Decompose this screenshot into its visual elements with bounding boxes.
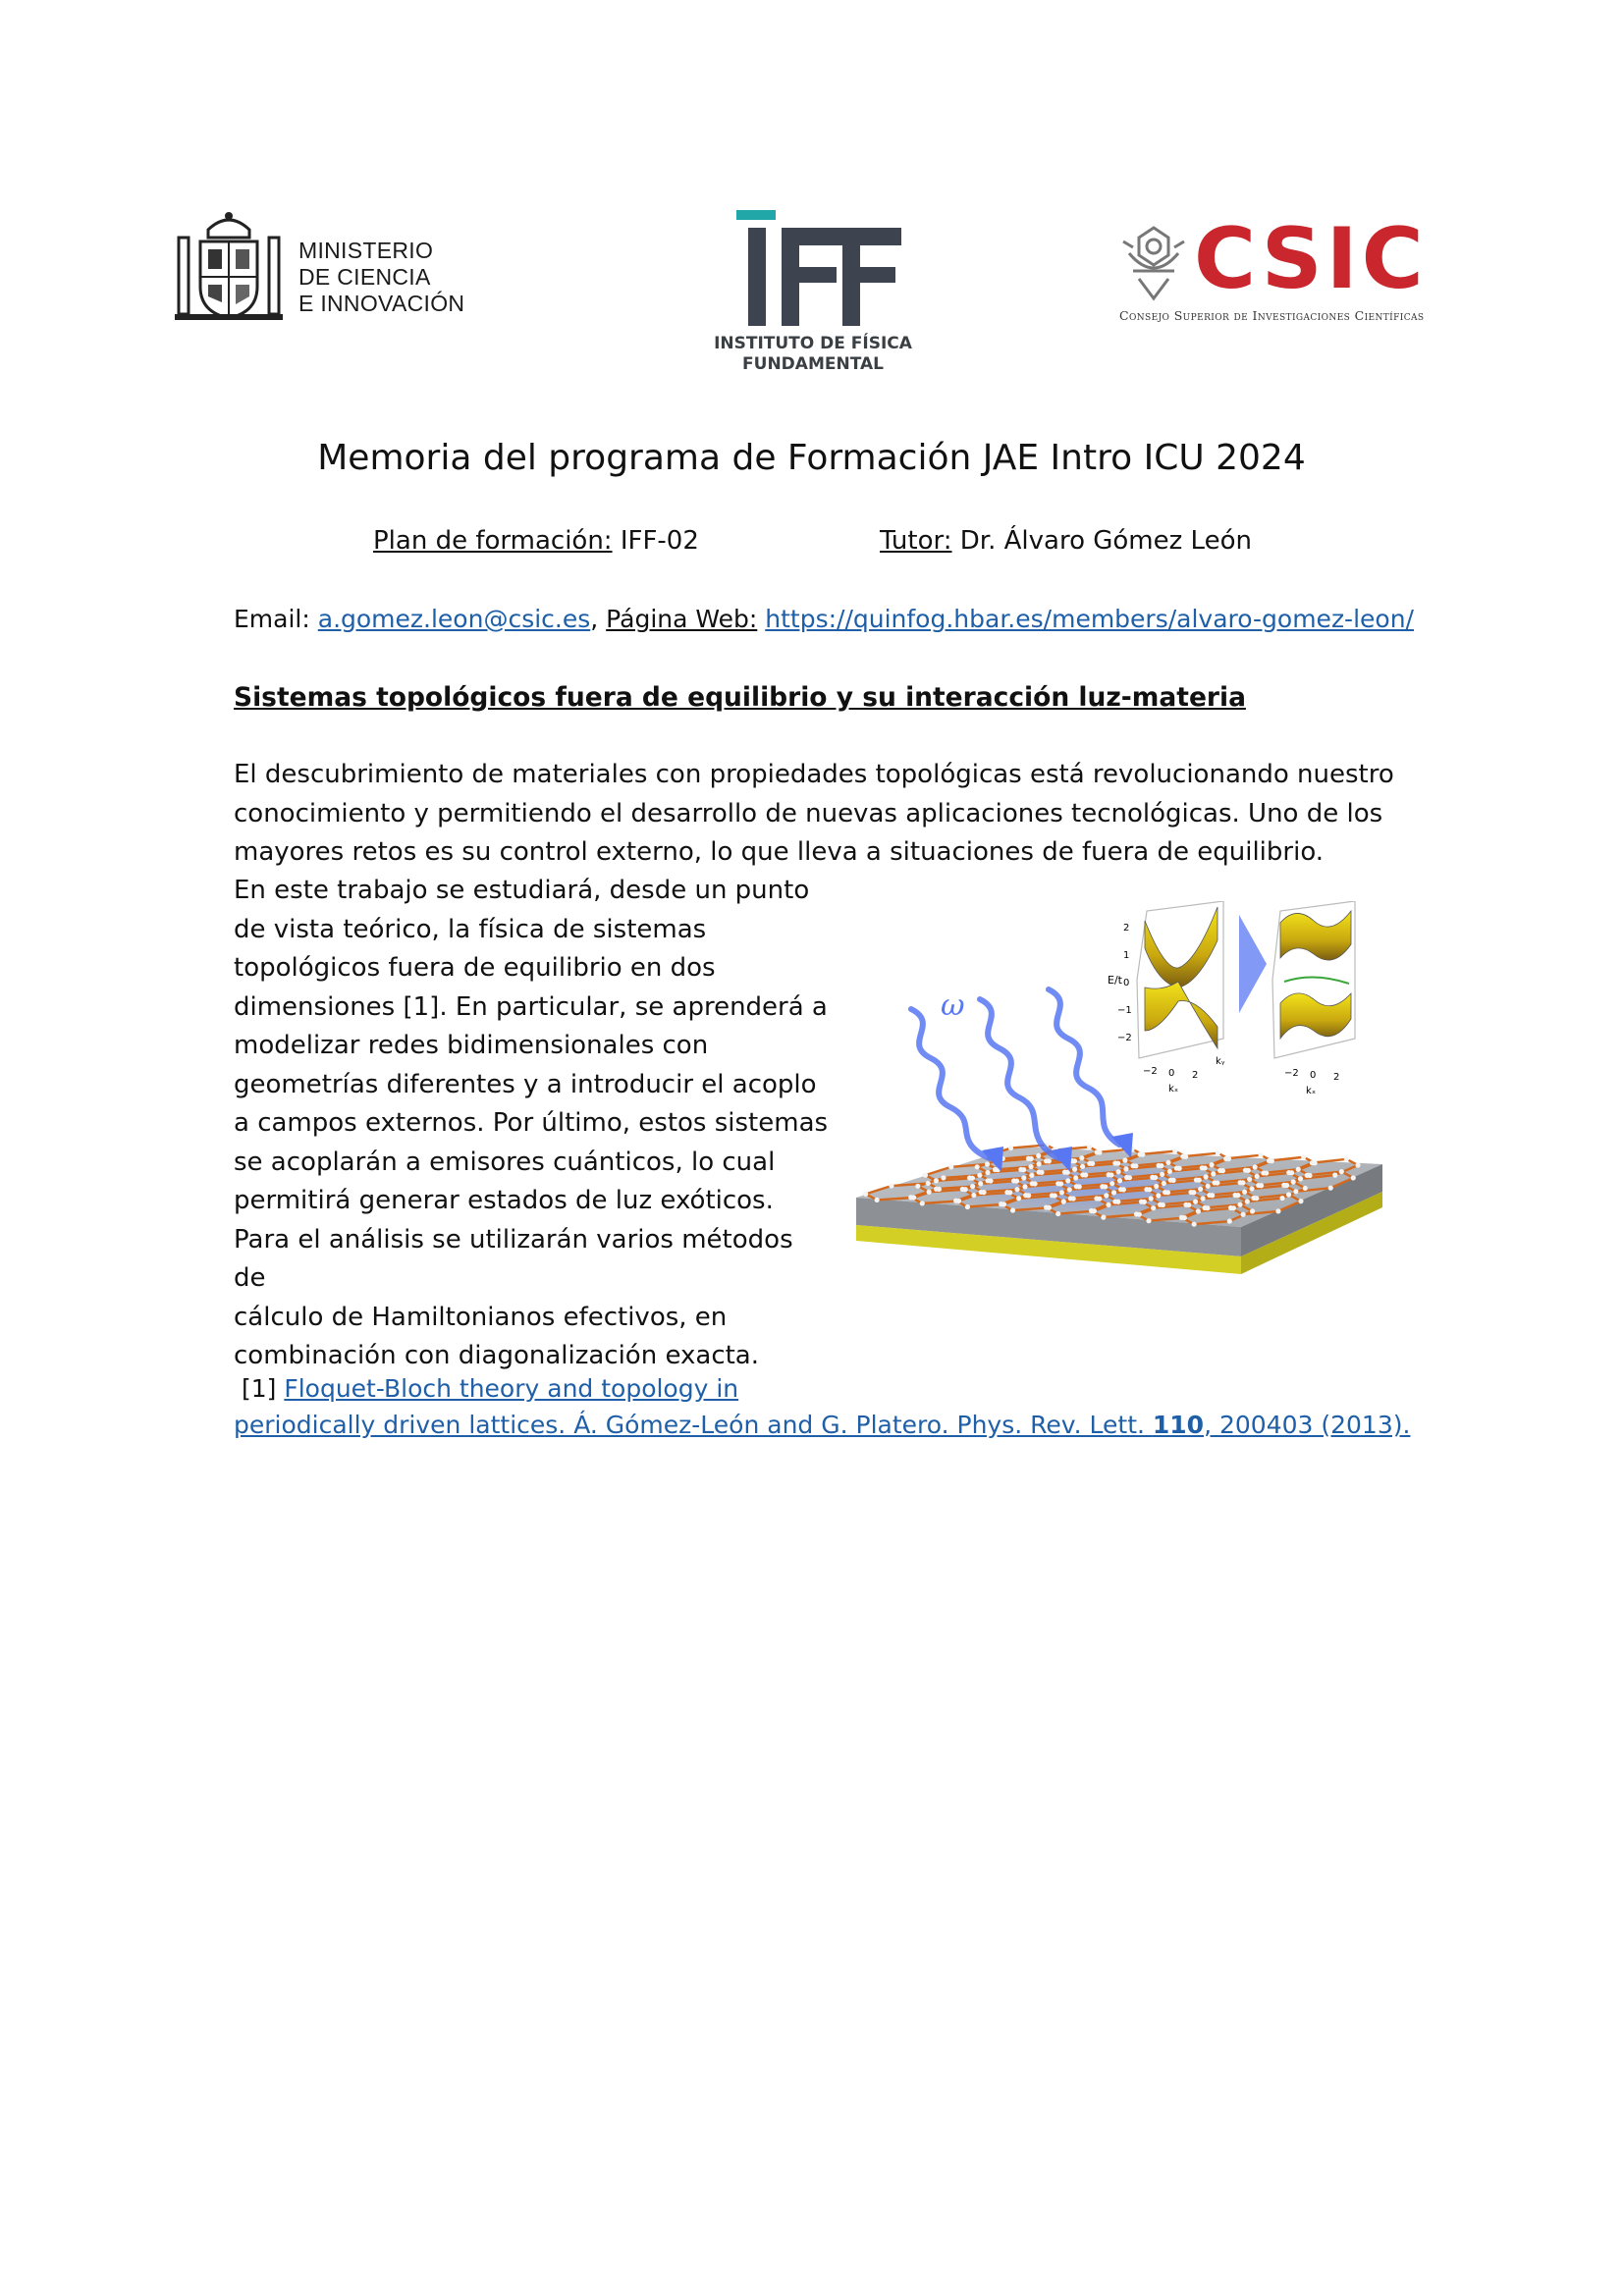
intro-line: conocimiento y permitiendo el desarrollo de nuevas aplicaciones tecnológicas. Uno de los xyxy=(234,798,1383,828)
lattice-site xyxy=(1157,1163,1162,1168)
transition-arrow-icon xyxy=(1239,915,1267,1013)
edge-state xyxy=(1284,977,1349,984)
lattice-site xyxy=(1242,1190,1247,1195)
lattice-site xyxy=(1243,1168,1248,1173)
lattice-site xyxy=(1162,1181,1166,1186)
lattice-site xyxy=(1158,1202,1163,1207)
lattice-site xyxy=(1279,1196,1284,1201)
lattice-site xyxy=(1004,1190,1009,1195)
reference xyxy=(234,1370,1412,1443)
description-line: topológicos fuera de equilibrio en dos xyxy=(234,953,716,983)
lattice-site xyxy=(934,1187,939,1192)
lattice-site xyxy=(1167,1169,1172,1174)
description-line: permitirá generar estados de luz exóticos. xyxy=(234,1186,774,1215)
lattice-site xyxy=(1251,1196,1256,1201)
photon-wave xyxy=(1049,989,1119,1145)
spanish-coat-of-arms-icon xyxy=(175,208,283,324)
iff-logo xyxy=(705,210,921,377)
plan-label: Plan de formación: xyxy=(373,526,613,556)
lattice-site xyxy=(1209,1162,1214,1167)
lattice-site xyxy=(889,1183,893,1188)
ministry-name-line1: MINISTERIO xyxy=(298,238,434,263)
lattice-site xyxy=(965,1204,970,1209)
omega-label: ω xyxy=(941,988,965,1023)
lattice-site xyxy=(999,1201,1003,1206)
lattice-site xyxy=(1180,1154,1185,1159)
lattice-site xyxy=(953,1199,958,1203)
contact-separator: , xyxy=(590,605,599,633)
ministry-name-line3: E INNOVACIÓN xyxy=(298,291,465,316)
lattice-site xyxy=(1198,1187,1203,1192)
csic-wordmark: CSIC xyxy=(1194,210,1428,308)
lattice-site xyxy=(1165,1160,1170,1165)
lattice-site xyxy=(915,1184,920,1189)
description-paragraph xyxy=(234,872,833,1376)
ytick: −2 xyxy=(1117,1033,1132,1043)
lattice-site xyxy=(1107,1172,1111,1177)
lattice-site xyxy=(1351,1175,1356,1180)
lattice-site xyxy=(1291,1179,1296,1184)
iff-name-line1: INSTITUTO DE FÍSICA xyxy=(714,334,912,353)
lattice-site xyxy=(1183,1202,1188,1207)
lattice-site xyxy=(970,1184,975,1189)
iff-name-line2: FUNDAMENTAL xyxy=(742,354,884,374)
lattice-site xyxy=(1037,1170,1042,1175)
lattice-site xyxy=(1111,1190,1116,1195)
training-plan xyxy=(373,526,699,556)
lattice-site xyxy=(920,1201,925,1205)
lattice-site xyxy=(1016,1196,1021,1201)
lattice-site xyxy=(1212,1180,1217,1185)
lattice-site xyxy=(1106,1202,1110,1207)
lattice-site xyxy=(1258,1152,1263,1157)
reference-link-line1[interactable]: Floquet-Bloch theory and topology in xyxy=(284,1374,739,1403)
lattice-site xyxy=(1117,1178,1122,1183)
csic-subtitle: Consejo Superior de Investigaciones Científicas xyxy=(1119,308,1425,323)
ytick: 2 xyxy=(1123,923,1130,934)
lattice-site xyxy=(1029,1173,1034,1178)
description-line: cálculo de Hamiltonianos efectivos, en xyxy=(234,1302,728,1332)
lattice-site xyxy=(1193,1199,1198,1203)
lattice-site xyxy=(1118,1187,1123,1192)
lattice-site xyxy=(1116,1169,1121,1174)
reference-pages: , 200403 (2013). xyxy=(1204,1411,1411,1439)
lattice-site xyxy=(923,1173,928,1178)
ministry-name-line2: DE CIENCIA xyxy=(298,264,431,290)
lattice-site xyxy=(1305,1173,1310,1178)
lattice-site xyxy=(1109,1181,1114,1186)
lattice-site xyxy=(1310,1160,1315,1165)
lattice-site xyxy=(1139,1200,1144,1204)
lattice-site xyxy=(1094,1196,1099,1201)
lattice-site xyxy=(941,1175,946,1180)
axis-label-ky: kᵧ xyxy=(1216,1056,1225,1067)
lattice-site xyxy=(863,1192,868,1197)
upper-band xyxy=(1145,907,1217,988)
axis-label-energy: E/t xyxy=(1108,974,1122,987)
lattice-site xyxy=(1018,1167,1023,1172)
xtick: 0 xyxy=(1168,1068,1175,1079)
lattice-site xyxy=(1021,1175,1026,1180)
lattice-site xyxy=(1130,1163,1135,1168)
lattice-site xyxy=(1149,1196,1154,1201)
lattice-site xyxy=(977,1173,982,1178)
reference-volume: 110 xyxy=(1152,1411,1205,1439)
lattice-site xyxy=(1245,1199,1250,1203)
lattice-site xyxy=(1328,1186,1333,1191)
lattice-site xyxy=(1067,1187,1072,1192)
lattice-site xyxy=(1055,1181,1060,1186)
lattice-site xyxy=(1011,1178,1016,1183)
lattice-site xyxy=(985,1178,990,1183)
web-link[interactable]: https://quinfog.hbar.es/members/alvaro-gomez-leon/ xyxy=(765,605,1414,633)
lattice-site xyxy=(1174,1165,1179,1170)
iff-mark-icon xyxy=(734,210,901,326)
lattice-site xyxy=(1202,1205,1207,1210)
reference-number: [1] xyxy=(241,1374,277,1403)
xtick: 2 xyxy=(1192,1070,1199,1081)
lattice-site xyxy=(1281,1183,1286,1188)
lattice-site xyxy=(1172,1148,1177,1153)
email-link[interactable]: a.gomez.leon@csic.es xyxy=(317,605,591,633)
axis-label-kx: kₓ xyxy=(1306,1086,1317,1096)
lattice-site xyxy=(1010,1207,1015,1212)
lattice-site xyxy=(971,1193,976,1198)
lattice-site xyxy=(1101,1215,1106,1220)
lattice-site xyxy=(1073,1175,1078,1180)
description-line: combinación con diagonalización exacta. xyxy=(234,1341,760,1370)
description-line: modelizar redes bidimensionales con xyxy=(234,1031,709,1060)
lattice-site xyxy=(1253,1164,1258,1169)
lattice-site xyxy=(927,1190,932,1195)
lattice-site xyxy=(1100,1184,1105,1189)
band-plot-left xyxy=(1108,901,1225,1095)
lattice-site xyxy=(1028,1164,1033,1169)
lattice-site xyxy=(1023,1193,1028,1198)
lattice-site xyxy=(1179,1215,1184,1220)
lattice-site xyxy=(1355,1162,1360,1167)
photon-wave xyxy=(911,1009,990,1158)
lattice-site xyxy=(1036,1153,1041,1158)
xtick: 0 xyxy=(1310,1070,1317,1081)
lattice-site xyxy=(1050,1193,1055,1198)
xtick: −2 xyxy=(1143,1066,1158,1077)
reference-link-line2[interactable] xyxy=(234,1411,1410,1439)
axis-label-kx: kₓ xyxy=(1168,1084,1179,1095)
lattice-site xyxy=(1188,1190,1193,1195)
lattice-site xyxy=(1112,1199,1117,1203)
lattice-site xyxy=(1037,1161,1042,1166)
lattice-site xyxy=(1080,1164,1085,1169)
lattice-site xyxy=(1087,1161,1092,1166)
xtick: 2 xyxy=(1333,1072,1340,1083)
lattice-site xyxy=(1293,1189,1298,1194)
ytick: −1 xyxy=(1117,1005,1132,1016)
project-title: Sistemas topológicos fuera de equilibrio y su interacción luz-materia xyxy=(234,682,1246,713)
description-line: geometrías diferentes y a introducir el acoplo xyxy=(234,1069,817,1099)
lattice-site xyxy=(1055,1211,1060,1216)
reference-citation: periodically driven lattices. Á. Gómez-León and G. Platero. Phys. Rev. Lett. xyxy=(234,1411,1153,1439)
plan-value: IFF-02 xyxy=(612,526,699,556)
description-line: de vista teórico, la física de sistemas xyxy=(234,914,707,944)
lattice-site xyxy=(1227,1218,1232,1223)
lattice-site xyxy=(1339,1169,1344,1174)
lattice-site xyxy=(1286,1170,1291,1175)
lattice-site xyxy=(1255,1174,1260,1179)
lattice-site xyxy=(1237,1202,1242,1207)
lattice-site xyxy=(1112,1160,1117,1165)
lattice-site xyxy=(1207,1193,1212,1198)
lattice-site xyxy=(1068,1196,1073,1201)
lattice-site xyxy=(1124,1175,1129,1180)
lattice-site xyxy=(1250,1208,1255,1213)
lattice-site xyxy=(1296,1167,1301,1172)
lattice-site xyxy=(1104,1193,1109,1198)
lattice-site xyxy=(1079,1155,1084,1160)
lattice-site xyxy=(1134,1211,1139,1216)
lattice-site xyxy=(1204,1174,1209,1179)
lattice-site xyxy=(1249,1186,1254,1191)
lower-band-gapped xyxy=(1280,993,1351,1039)
lattice-site xyxy=(985,1161,990,1166)
lattice-site xyxy=(1163,1190,1167,1195)
lattice-site xyxy=(875,1198,880,1202)
lattice-site xyxy=(985,1170,990,1175)
lattice-site xyxy=(1144,1187,1149,1192)
lattice-site xyxy=(979,1190,984,1195)
xtick: −2 xyxy=(1284,1068,1299,1079)
lower-band xyxy=(1145,982,1217,1048)
lattice-site xyxy=(1061,1200,1066,1204)
lattice-site xyxy=(1168,1178,1173,1183)
lattice-site xyxy=(1267,1158,1271,1163)
lattice-site xyxy=(1261,1170,1266,1175)
lattice-site xyxy=(1089,1208,1094,1213)
lattice-site xyxy=(1095,1149,1100,1154)
lattice-site xyxy=(1303,1186,1308,1191)
lattice-site xyxy=(1275,1208,1280,1213)
lattice-site xyxy=(948,1164,953,1169)
contact-line xyxy=(234,605,1414,633)
lattice-site xyxy=(1192,1222,1197,1227)
lattice-site xyxy=(1256,1183,1261,1188)
tutor-value: Dr. Álvaro Gómez León xyxy=(951,526,1252,556)
photon-wave xyxy=(980,999,1058,1158)
ministry-logo xyxy=(175,208,499,326)
lattice-site xyxy=(1074,1184,1079,1189)
web-label: Página Web: xyxy=(606,605,758,633)
csic-emblem-icon xyxy=(1119,224,1188,302)
lattice-site xyxy=(1200,1196,1205,1201)
intro-paragraph xyxy=(234,756,1412,873)
lattice-site xyxy=(1332,1173,1337,1178)
lattice-site xyxy=(975,1164,980,1169)
lattice-site xyxy=(1247,1177,1252,1182)
description-line: En este trabajo se estudiará, desde un punto xyxy=(234,876,810,905)
lattice-site xyxy=(1044,1158,1049,1163)
lattice-site xyxy=(1196,1208,1201,1213)
lattice-site xyxy=(908,1195,913,1200)
lattice-site xyxy=(1022,1184,1027,1189)
tutor-label: Tutor: xyxy=(880,526,952,556)
lattice-site xyxy=(993,1167,998,1172)
lattice-site xyxy=(1137,1151,1142,1156)
lattice-site xyxy=(1241,1212,1246,1217)
lattice-site xyxy=(1194,1177,1199,1182)
band-plot-right xyxy=(1272,901,1355,1096)
description-line: se acoplarán a emisores cuánticos, lo cual xyxy=(234,1147,776,1177)
lattice-site xyxy=(1065,1178,1070,1183)
lattice-site xyxy=(960,1187,965,1192)
description-line: a campos externos. Por último, estos sistemas xyxy=(234,1108,829,1138)
lattice-site xyxy=(934,1178,939,1183)
lattice-figure xyxy=(852,901,1402,1333)
lattice-site xyxy=(1150,1175,1155,1180)
lattice-site xyxy=(1059,1190,1064,1195)
lattice-site xyxy=(926,1181,931,1186)
lattice-site xyxy=(1156,1193,1161,1198)
lattice-site xyxy=(1200,1165,1205,1170)
intro-line: mayores retos es su control externo, lo que lleva a situaciones de fuera de equilibrio. xyxy=(234,837,1325,867)
lattice-site xyxy=(1122,1157,1127,1162)
lattice-site xyxy=(1232,1193,1237,1198)
lattice-site xyxy=(1206,1184,1211,1189)
lattice-site xyxy=(1216,1150,1220,1155)
ytick: 0 xyxy=(1123,978,1130,988)
lattice-site xyxy=(978,1181,983,1186)
lattice-site xyxy=(1298,1199,1303,1203)
lattice-site xyxy=(1062,1170,1067,1175)
lattice-site xyxy=(1151,1205,1156,1210)
lattice-site xyxy=(1087,1145,1092,1149)
ytick: 1 xyxy=(1123,950,1130,961)
lattice-site xyxy=(1344,1156,1349,1161)
lattice-site xyxy=(1044,1204,1049,1209)
lattice-site xyxy=(1228,1205,1233,1210)
email-label: Email: xyxy=(234,605,310,633)
lattice-site xyxy=(1301,1154,1306,1159)
lattice-site xyxy=(1014,1187,1019,1192)
lattice-site xyxy=(1146,1218,1151,1223)
description-line: Para el análisis se utilizarán varios métodos de xyxy=(234,1224,793,1293)
lattice-site xyxy=(1030,1181,1035,1186)
tutor xyxy=(880,526,1252,556)
lattice-site xyxy=(1223,1156,1228,1161)
lattice-site xyxy=(1080,1172,1085,1177)
lattice-site xyxy=(1211,1171,1216,1176)
upper-band-gapped xyxy=(1280,911,1351,960)
intro-line: El descubrimiento de materiales con propiedades topológicas está revolucionando nuestro xyxy=(234,760,1394,789)
lattice-site xyxy=(1154,1184,1159,1189)
lattice-site xyxy=(1160,1172,1164,1177)
lattice-site xyxy=(967,1175,972,1180)
lattice-site xyxy=(1123,1166,1128,1171)
lattice-site xyxy=(1217,1168,1222,1173)
page-title: Memoria del programa de Formación JAE Intro ICU 2024 xyxy=(317,438,1306,478)
description-line: dimensiones [1]. En particular, se aprenderá a xyxy=(234,991,828,1022)
csic-logo xyxy=(1119,210,1502,332)
lattice-site xyxy=(1072,1167,1077,1172)
lattice-site xyxy=(1237,1180,1242,1185)
lattice-site xyxy=(1286,1192,1291,1197)
lattice-site xyxy=(1008,1146,1013,1150)
lattice-site xyxy=(1026,1156,1031,1161)
lattice-site xyxy=(1298,1176,1303,1181)
